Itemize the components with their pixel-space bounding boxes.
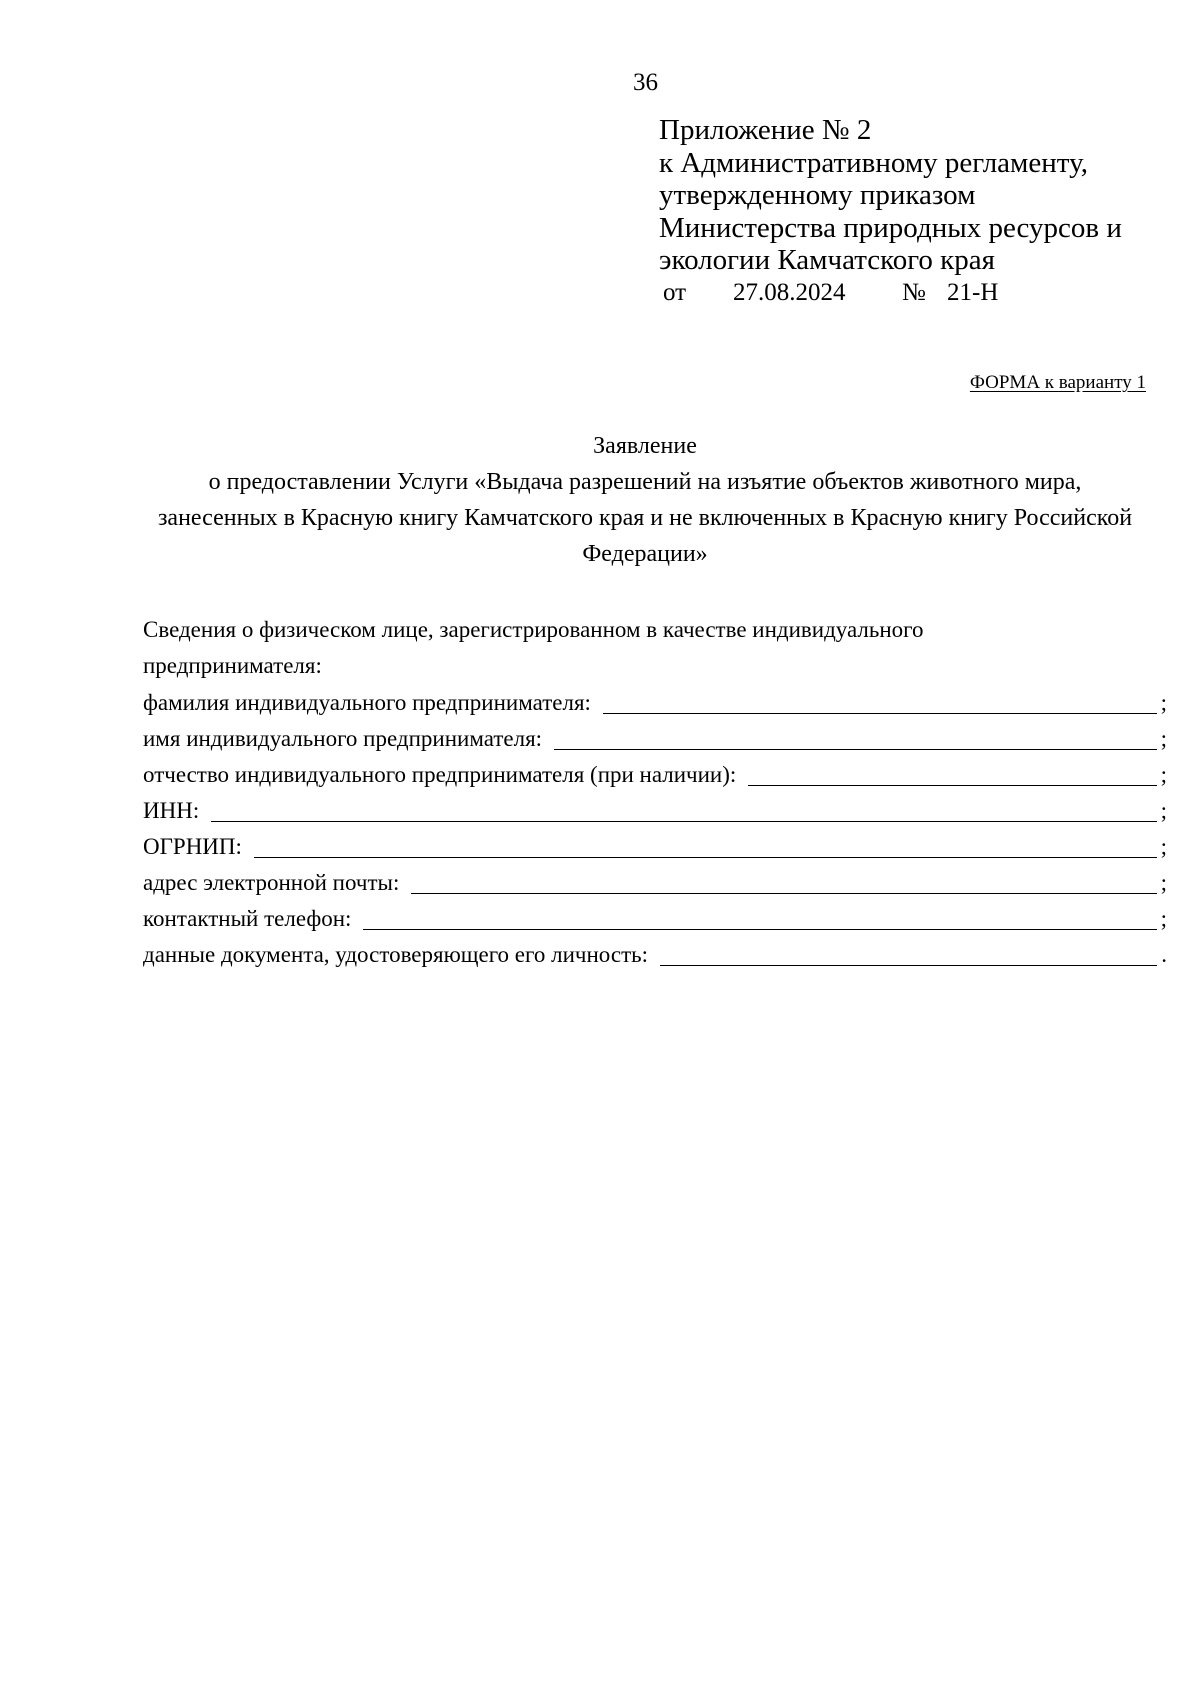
email-field[interactable]: [411, 892, 1156, 894]
form-variant-label: ФОРМА к варианту 1: [969, 372, 1146, 393]
field-first-name-row: [143, 722, 1167, 754]
field-label: адрес электронной почты:: [143, 870, 400, 895]
field-inn-row: [143, 794, 1167, 826]
field-terminator: ;: [1160, 690, 1167, 715]
title-line: Федерации»: [582, 541, 708, 567]
field-label: имя индивидуального предпринимателя:: [143, 726, 543, 751]
title-heading: Заявление: [593, 433, 697, 459]
order-date: 27.08.2024: [733, 279, 846, 306]
appendix-line: Приложение № 2: [659, 114, 872, 146]
order-number: 21-Н: [947, 279, 999, 306]
order-number-sign: №: [902, 279, 926, 306]
section-intro-line: Сведения о физическом лице, зарегистрированном в качестве индивидуального: [143, 617, 924, 642]
appendix-line: утвержденному приказом: [659, 179, 976, 212]
appendix-header: [659, 114, 1122, 277]
order-from-label: от: [663, 279, 687, 306]
field-terminator: ;: [1160, 726, 1167, 751]
field-label: ОГРНИП:: [143, 834, 242, 859]
page-number: 36: [633, 69, 658, 96]
patronymic-field[interactable]: [748, 784, 1156, 786]
field-identity-document-row: [143, 938, 1167, 970]
first-name-field[interactable]: [554, 748, 1157, 750]
field-terminator: ;: [1160, 906, 1167, 931]
field-patronymic-row: [143, 758, 1167, 790]
field-terminator: ;: [1160, 870, 1167, 895]
field-label: отчество индивидуального предпринимателя (при наличии):: [143, 762, 737, 787]
identity-document-field[interactable]: [660, 964, 1157, 966]
field-phone-row: [143, 902, 1167, 934]
appendix-line: Министерства природных ресурсов и: [659, 211, 1122, 244]
field-terminator: ;: [1160, 762, 1167, 787]
inn-field[interactable]: [211, 820, 1156, 822]
appendix-line: к Административному регламенту,: [659, 146, 1088, 179]
phone-field[interactable]: [363, 928, 1156, 930]
title-line: о предоставлении Услуги «Выдача разрешений на изъятие объектов животного мира,: [208, 469, 1082, 495]
field-terminator: ;: [1160, 834, 1167, 859]
ogrnip-field[interactable]: [254, 856, 1157, 858]
section-intro-line: предпринимателя:: [143, 653, 322, 678]
field-label: фамилия индивидуального предпринимателя:: [143, 690, 591, 715]
field-label: контактный телефон:: [143, 906, 352, 931]
field-ogrnip-row: [143, 830, 1167, 862]
field-email-row: [143, 866, 1167, 898]
field-terminator: .: [1161, 942, 1167, 967]
field-label: ИНН:: [143, 798, 200, 823]
title-line: занесенных в Красную книгу Камчатского края и не включенных в Красную книгу Российской: [157, 505, 1133, 531]
application-title: [0, 428, 1200, 572]
field-terminator: ;: [1160, 798, 1167, 823]
surname-field[interactable]: [603, 712, 1157, 714]
field-surname-row: [143, 686, 1167, 718]
section-intro: [143, 612, 924, 684]
field-label: данные документа, удостоверяющего его личность:: [143, 942, 649, 967]
appendix-line: экологии Камчатского края: [659, 244, 995, 277]
